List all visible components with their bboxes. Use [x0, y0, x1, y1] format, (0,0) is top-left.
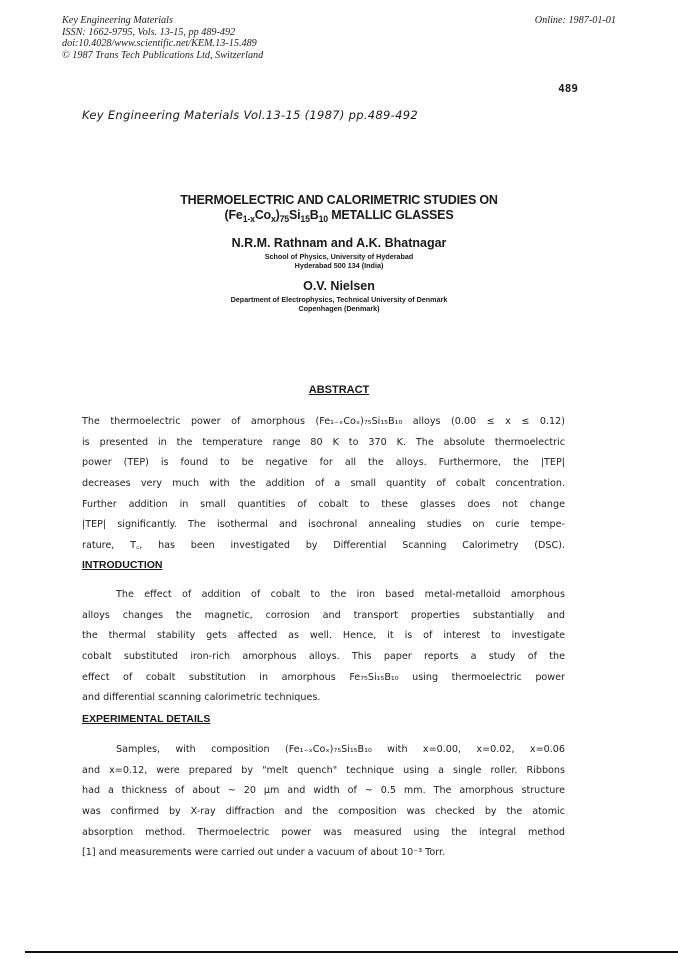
- abstract-heading: ABSTRACT: [308, 384, 370, 396]
- abstract-body: [82, 412, 565, 557]
- introduction-body: [82, 585, 565, 709]
- meta-line-journal: Key Engineering Materials: [62, 15, 173, 26]
- experimental-line: and x=0.12, were prepared by "melt quench" technique using a single roller. Ribbons: [82, 764, 565, 776]
- abstract-line: power (TEP) is found to be negative for all the alloys. Furthermore, the |TEP|: [82, 457, 565, 469]
- paper-title-line1: THERMOELECTRIC AND CALORIMETRIC STUDIES ON: [180, 193, 498, 207]
- affiliation-line: School of Physics, University of Hyderabad: [264, 252, 414, 261]
- affiliation-line: Copenhagen (Denmark): [298, 304, 380, 313]
- experimental-line: was confirmed by X-ray diffraction and the composition was checked by the atomic: [82, 806, 565, 818]
- author-names-2: O.V. Nielsen: [303, 279, 375, 293]
- meta-line-copyright: © 1987 Trans Tech Publications Ltd, Switzerland: [62, 49, 264, 61]
- experimental-line: had a thickness of about ~ 20 µm and width of ~ 0.5 mm. The amorphous structure: [82, 785, 565, 797]
- abstract-line: decreases very much with the addition of a small quantity of cobalt concentration.: [82, 478, 565, 490]
- affiliation-line: Department of Electrophysics, Technical University of Denmark: [230, 295, 448, 304]
- introduction-line: effect of cobalt substitution in amorphous Fe₇₅Si₁₅B₁₀ using thermoelectric power: [82, 671, 565, 683]
- online-date: Online: 1987-01-01: [534, 15, 616, 26]
- experimental-body: [82, 740, 565, 864]
- introduction-line: The effect of addition of cobalt to the iron based metal-metalloid amorphous: [116, 589, 565, 600]
- journal-citation: Key Engineering Materials Vol.13-15 (1987) pp.489-492: [82, 108, 418, 122]
- meta-line-issn: ISSN: 1662-9795, Vols. 13-15, pp 489-492: [62, 26, 236, 38]
- abstract-line: |TEP| significantly. The isothermal and isochronal annealing studies on curie tempe-: [82, 519, 565, 531]
- abstract-line: The thermoelectric power of amorphous (Fe₁₋ₓCoₓ)₇₅Si₁₅B₁₀ alloys (0.00 ≤ x ≤ 0.12): [82, 416, 565, 427]
- introduction-heading: INTRODUCTION: [82, 559, 163, 571]
- abstract-line: rature, T꜀, has been investigated by Differential Scanning Calorimetry (DSC).: [82, 540, 565, 552]
- introduction-line: the thermal stability gets affected as well. Hence, it is of interest to investigate: [82, 630, 565, 642]
- meta-line-doi: doi:10.4028/www.scientific.net/KEM.13-15.489: [62, 38, 257, 49]
- affiliation-1: [0, 252, 678, 270]
- bottom-rule: [25, 951, 678, 953]
- affiliation-2: [0, 295, 678, 313]
- introduction-line: alloys changes the magnetic, corrosion and transport properties substantially and: [82, 609, 565, 621]
- experimental-line: absorption method. Thermoelectric power was measured using the integral method: [82, 826, 565, 838]
- experimental-line: [1] and measurements were carried out under a vacuum of about 10⁻³ Torr.: [82, 847, 446, 859]
- introduction-line: cobalt substituted iron-rich amorphous alloys. This paper reports a study of the: [82, 651, 565, 663]
- introduction-line: and differential scanning calorimetric techniques.: [82, 692, 321, 704]
- experimental-line: Samples, with composition (Fe₁₋ₓCoₓ)₇₅Si₁₅B₁₀ with x=0.00, x=0.02, x=0.06: [116, 744, 565, 755]
- abstract-line: is presented in the temperature range 80 K to 370 K. The absolute thermoelectric: [82, 436, 565, 448]
- page-number: 489: [558, 82, 578, 95]
- experimental-heading: EXPERIMENTAL DETAILS: [82, 713, 211, 725]
- affiliation-line: Hyderabad 500 134 (India): [294, 261, 384, 270]
- paper-title-line2: $(Fe_{1-x}Co_x)_{75}Si_{15}B_{10}$ METALLIC GLASSES: [224, 208, 454, 224]
- abstract-line: Further addition in small quantities of cobalt to these glasses does not change: [82, 498, 565, 510]
- publication-meta: [62, 15, 263, 61]
- author-names-1: N.R.M. Rathnam and A.K. Bhatnagar: [231, 236, 447, 250]
